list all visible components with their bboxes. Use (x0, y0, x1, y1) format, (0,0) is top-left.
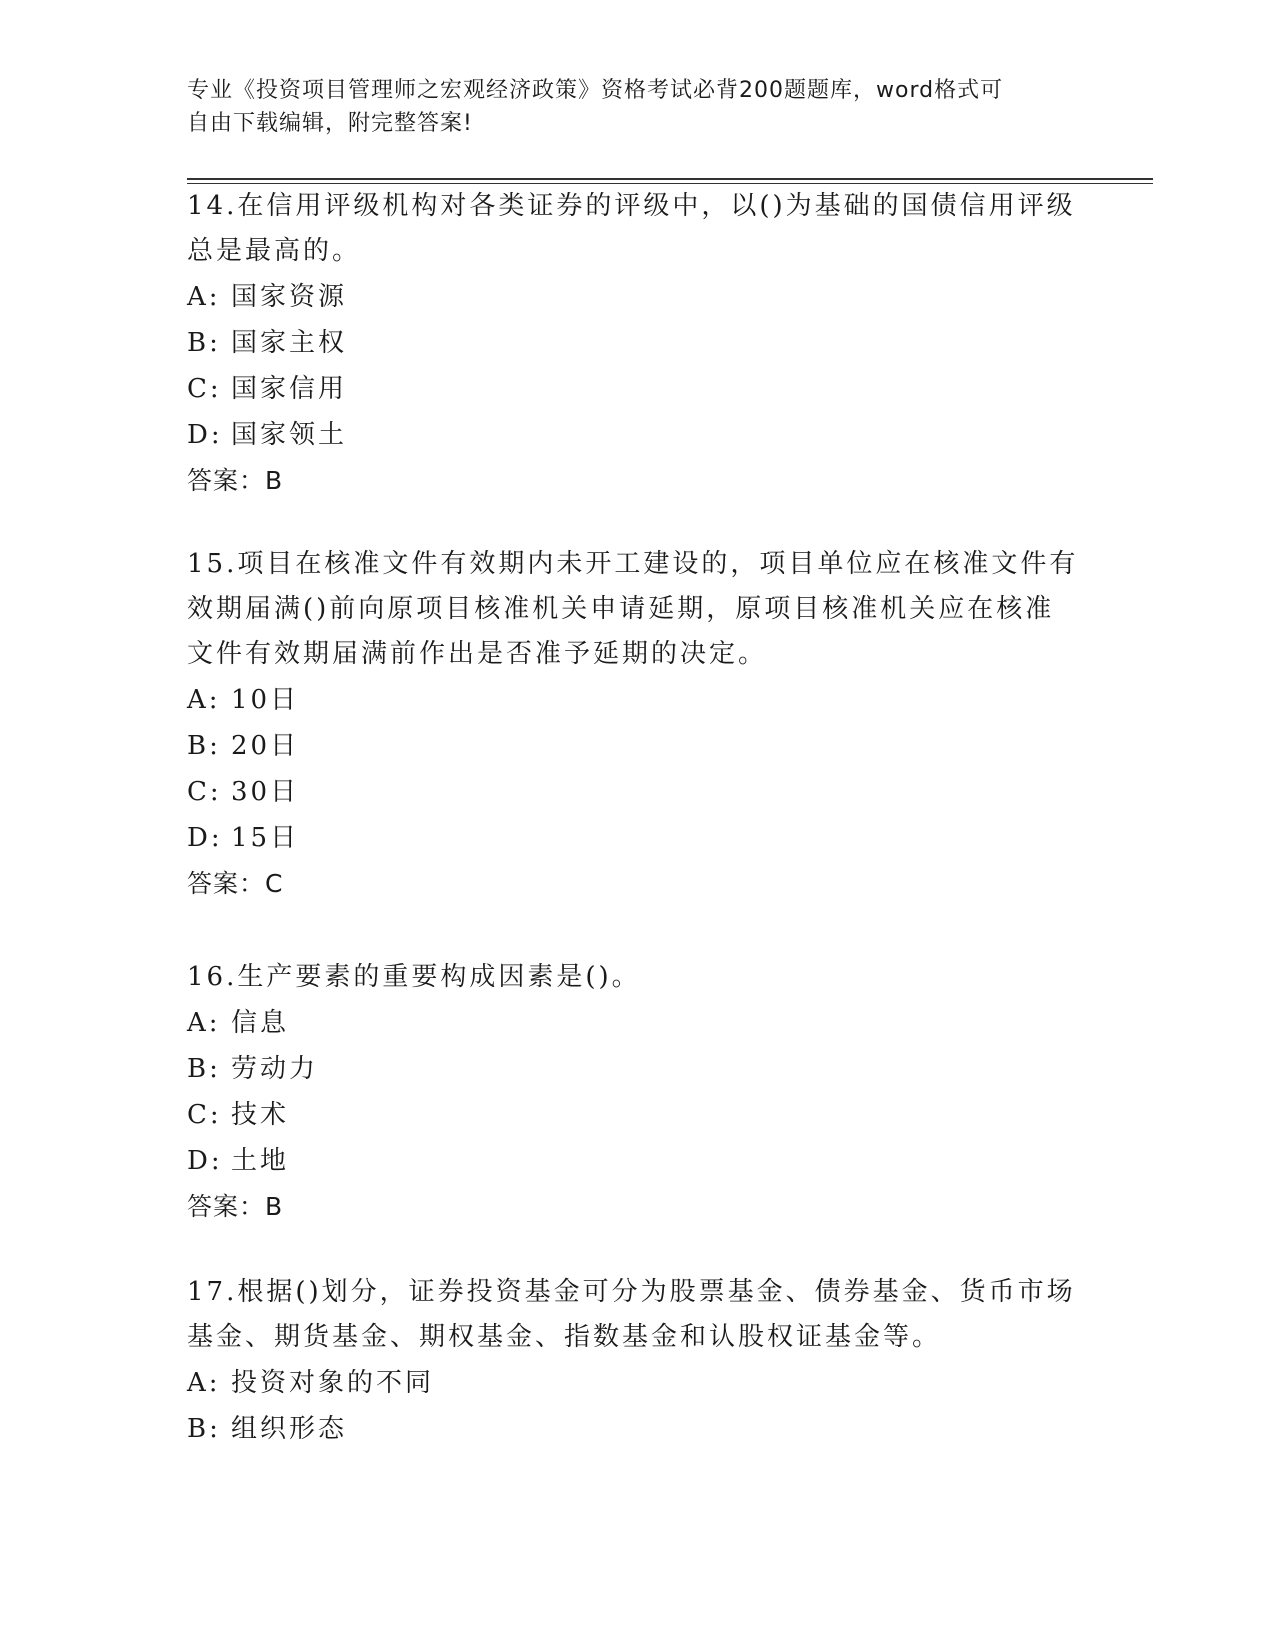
option-letter: B: (187, 328, 221, 358)
question-16 (187, 955, 1087, 1230)
option-b (187, 320, 1087, 366)
header-line-2: 自由下载编辑，附完整答案! (187, 111, 473, 136)
option-letter: D: (187, 420, 223, 450)
option-letter: C: (187, 374, 222, 404)
option-letter: C: (187, 1100, 222, 1130)
option-text: 技术 (231, 1100, 290, 1130)
option-text: 20日 (231, 731, 300, 761)
option-text: 15日 (231, 823, 300, 853)
option-text: 10日 (231, 685, 300, 715)
option-d (187, 815, 1087, 861)
option-letter: D: (187, 823, 223, 853)
question-stem-line: 效期届满()前向原项目核准机关申请延期，原项目核准机关应在核准 (187, 594, 1055, 624)
answer-line: 答案：C (187, 869, 284, 898)
option-text: 国家主权 (231, 328, 348, 358)
option-letter: A: (187, 282, 221, 312)
option-a (187, 677, 1087, 723)
option-letter: D: (187, 1146, 223, 1176)
question-stem-line: 基金、期货基金、期权基金、指数基金和认股权证基金等。 (187, 1322, 942, 1352)
option-letter: A: (187, 1008, 221, 1038)
question-stem-line: 14.在信用评级机构对各类证券的评级中，以()为基础的国债信用评级 (187, 191, 1076, 221)
option-b (187, 1046, 1087, 1092)
option-text: 信息 (231, 1008, 290, 1038)
option-letter: C: (187, 777, 222, 807)
option-a (187, 1000, 1087, 1046)
option-text: 组织形态 (231, 1414, 348, 1444)
option-b (187, 723, 1087, 769)
option-letter: B: (187, 731, 221, 761)
option-c (187, 1092, 1087, 1138)
option-letter: A: (187, 685, 221, 715)
question-14 (187, 184, 1087, 504)
answer-line: 答案：B (187, 1192, 284, 1221)
option-a (187, 274, 1087, 320)
question-stem-line: 总是最高的。 (187, 236, 362, 266)
option-b (187, 1406, 1087, 1452)
header-line-1: 专业《投资项目管理师之宏观经济政策》资格考试必背200题题库，word格式可 (187, 78, 1004, 103)
question-17 (187, 1270, 1087, 1452)
option-letter: B: (187, 1054, 221, 1084)
question-stem-line: 15.项目在核准文件有效期内未开工建设的，项目单位应在核准文件有 (187, 549, 1079, 579)
option-text: 国家领土 (231, 420, 348, 450)
answer-line: 答案：B (187, 466, 284, 495)
option-text: 投资对象的不同 (231, 1368, 435, 1398)
option-letter: A: (187, 1368, 221, 1398)
option-text: 土地 (231, 1146, 290, 1176)
option-c (187, 366, 1087, 412)
question-stem-line: 文件有效期届满前作出是否准予延期的决定。 (187, 639, 768, 669)
question-stem-line: 17.根据()划分，证券投资基金可分为股票基金、债券基金、货币市场 (187, 1277, 1076, 1307)
option-text: 劳动力 (231, 1054, 319, 1084)
option-c (187, 769, 1087, 815)
option-text: 30日 (231, 777, 300, 807)
option-d (187, 412, 1087, 458)
option-a (187, 1360, 1087, 1406)
option-d (187, 1138, 1087, 1184)
option-text: 国家信用 (231, 374, 348, 404)
header-divider-thick (187, 178, 1153, 180)
question-15 (187, 542, 1087, 907)
option-text: 国家资源 (231, 282, 348, 312)
document-header (187, 74, 1067, 140)
option-letter: B: (187, 1414, 221, 1444)
question-stem-line: 16.生产要素的重要构成因素是()。 (187, 962, 641, 992)
